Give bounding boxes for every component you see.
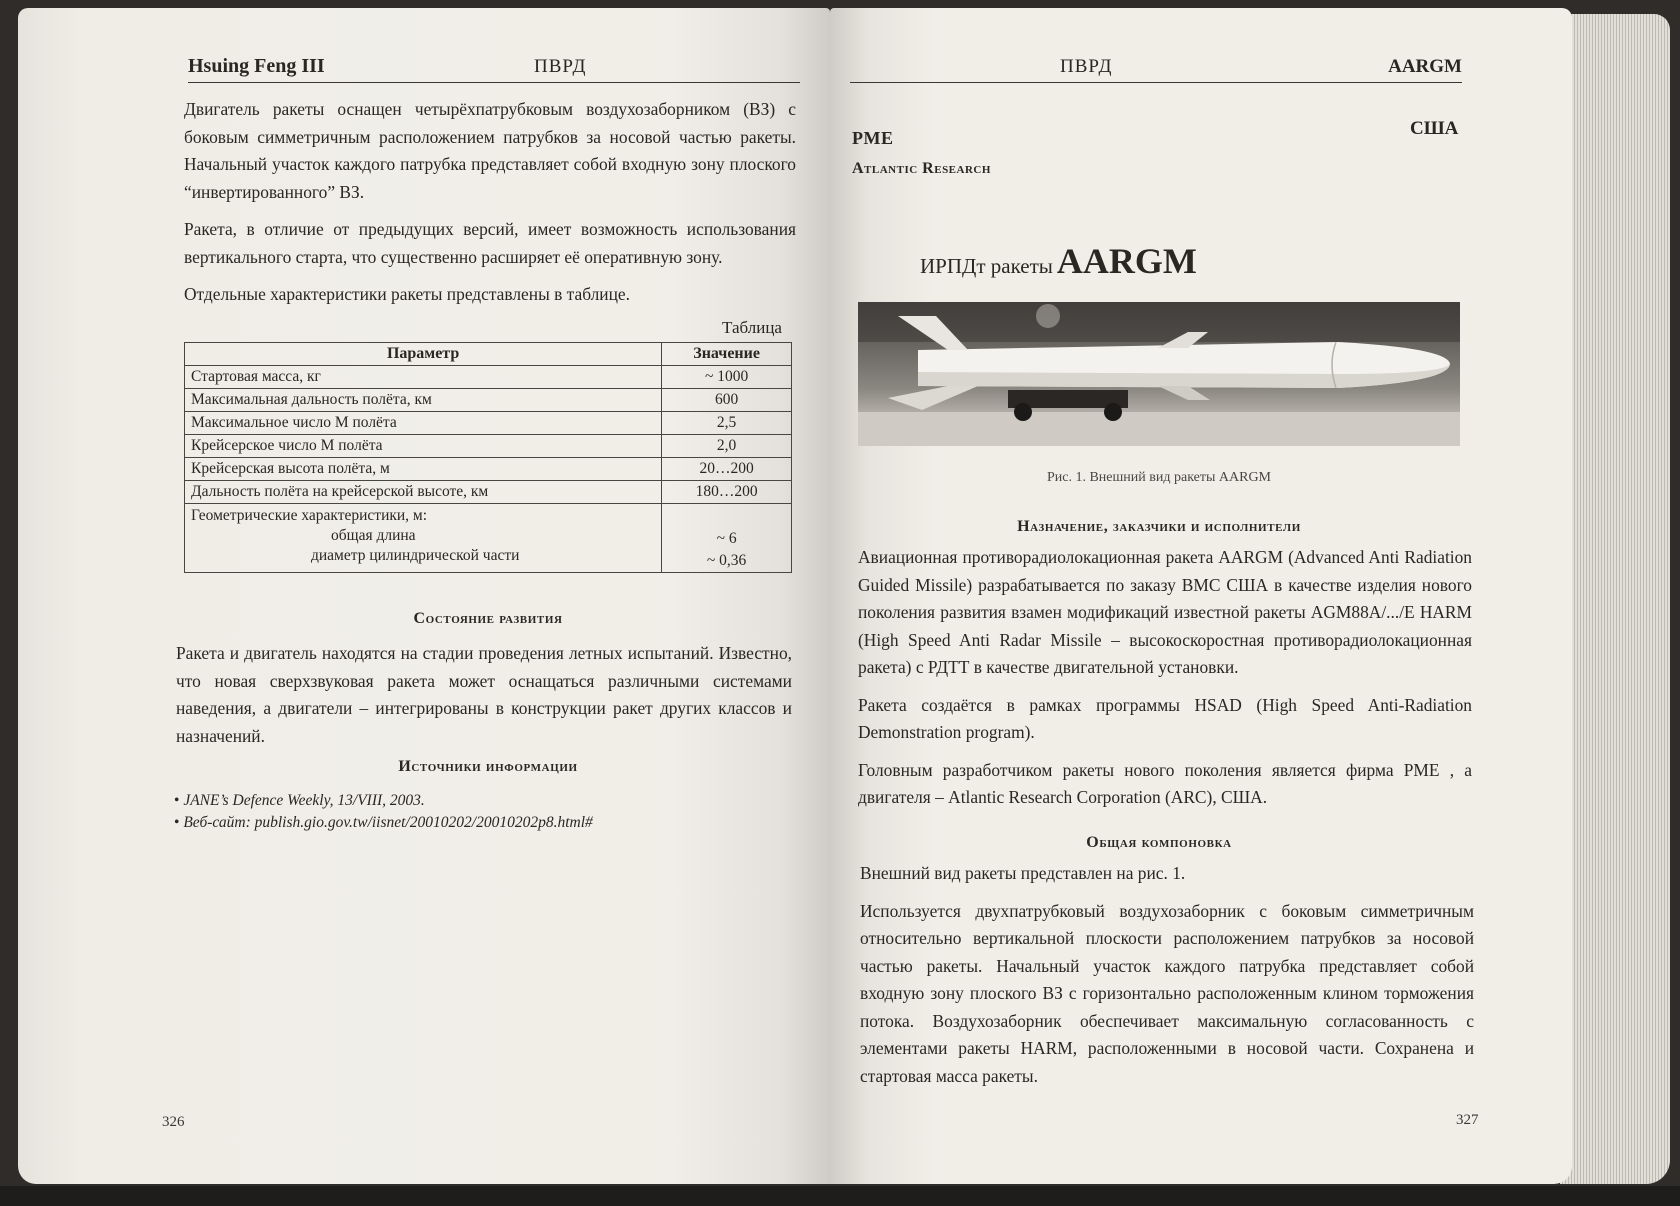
table-header-parameter: Параметр: [185, 343, 662, 366]
geometry-length-label: общая длина: [331, 527, 416, 544]
table-cell-value: 20…200: [662, 458, 792, 481]
source-item: • Веб-сайт: publish.gio.gov.tw/iisnet/20010202/20010202p8.html#: [174, 812, 794, 834]
title-main: AARGM: [1056, 241, 1197, 281]
geometry-diameter-label: диаметр цилиндрической части: [311, 547, 520, 564]
org-pme: PME: [852, 128, 894, 148]
sources-list: [174, 790, 794, 834]
left-header-center: ПВРД: [534, 56, 587, 77]
table-row: [185, 366, 792, 389]
country: США: [1410, 118, 1459, 139]
left-page-number: 326: [162, 1114, 185, 1130]
geometry-diameter-value: ~ 0,36: [706, 552, 747, 569]
right-paragraph: Внешний вид ракеты представлен на рис. 1.: [860, 863, 1186, 883]
table-cell-value: 600: [662, 389, 792, 412]
table-cell-value: 2,5: [662, 412, 792, 435]
table-header-row: [185, 343, 792, 366]
geometry-label: Геометрические характеристики, м:: [191, 507, 428, 524]
parameters-table: [184, 342, 792, 573]
missile-illustration: [858, 302, 1460, 446]
table-caption: Таблица: [722, 318, 782, 337]
table-cell-geometry: [185, 504, 662, 573]
sources-heading: Источники информации: [398, 758, 578, 775]
layout-text: [860, 860, 1474, 1100]
table-row: [185, 458, 792, 481]
left-paragraph: Ракета, в отличие от предыдущих версий, имеет возможность использования вертикального старта, что существенно расширяет её оперативную зону.: [184, 219, 796, 267]
purpose-heading: Назначение, заказчики и исполнители: [1017, 518, 1301, 535]
right-page-number: 327: [1456, 1112, 1479, 1128]
left-running-head: [188, 48, 800, 83]
table-cell-parameter: Крейсерская высота полёта, м: [185, 458, 662, 481]
status-heading: Состояние развития: [413, 610, 563, 627]
figure-caption: Рис. 1. Внешний вид ракеты AARGM: [1046, 470, 1272, 485]
missile-photo: [858, 302, 1460, 446]
status-text: Ракета и двигатель находятся на стадии проведения летных испытаний. Известно, что новая сверхзвуковая ракета может оснащаться различными системами наведения, а двигатели – интегрированы в конструкции ракет других классов и назначений.: [176, 643, 792, 746]
right-running-head: [850, 48, 1462, 83]
table-cell-parameter: Максимальное число М полёта: [185, 412, 662, 435]
right-paragraph: Используется двухпатрубковый воздухозаборник с боковым симметричным относительно вертикальной плоскости расположением патрубков за носовой частью ракеты. Начальный участок каждого патрубка представляет собой входную зону плоского ВЗ с горизонтально расположенным клином торможения потока. Воздухозаборник обеспечивает максимальную согласованность с элементами ракеты HARM, расположенными в носовой части. Сохранена и стартовая масса ракеты.: [860, 900, 1474, 1086]
org-atlantic-research: Atlantic Research: [852, 160, 991, 177]
article-title: [920, 240, 1197, 282]
book-shadow: [0, 1186, 1680, 1206]
table-cell-parameter: Крейсерское число М полёта: [185, 435, 662, 458]
right-paragraph: Авиационная противорадиолокационная ракета AARGM (Advanced Anti Radiation Guided Missile) разрабатывается по заказу ВМС США в качестве изделия нового поколения развития взамен модификаций известной ракеты AGM88A/.../E HARM (High Speed Anti Radar Missile – высокоскоростная противорадиолокационная ракета) с РДТТ в качестве двигательной установки.: [858, 547, 1472, 677]
table-row: [185, 389, 792, 412]
left-header-title: Hsuing Feng III: [188, 55, 325, 77]
source-item: • JANE’s Defence Weekly, 13/VIII, 2003.: [174, 790, 794, 812]
left-intro-text: [184, 96, 796, 319]
right-paragraph: Головным разработчиком ракеты нового поколения является фирма PME , а двигателя – Atlantic Research Corporation (ARC), США.: [858, 759, 1472, 807]
table-cell-parameter: Дальность полёта на крейсерской высоте, км: [185, 481, 662, 504]
table-row: [185, 412, 792, 435]
geometry-length-value: ~ 6: [716, 530, 737, 547]
right-paragraph: Ракета создаётся в рамках программы HSAD (High Speed Anti-Radiation Demonstration program).: [858, 694, 1472, 742]
table-header-value: Значение: [662, 343, 792, 366]
table-row: [185, 481, 792, 504]
left-paragraph: Отдельные характеристики ракеты представлены в таблице.: [184, 284, 630, 304]
layout-heading: Общая компоновка: [1086, 834, 1232, 851]
title-prefix: ИРПДт ракеты: [920, 254, 1053, 278]
purpose-text: [858, 544, 1472, 822]
right-header-center: ПВРД: [1060, 56, 1113, 77]
left-paragraph: Двигатель ракеты оснащен четырёхпатрубковым воздухозаборником (ВЗ) с боковым симметричным расположением патрубков за носовой частью ракеты. Начальный участок каждого патрубка представляет собой входную зону плоского “инвертированного” ВЗ.: [184, 99, 796, 202]
table-cell-parameter: Максимальная дальность полёта, км: [185, 389, 662, 412]
table-cell-value: 180…200: [662, 481, 792, 504]
table-cell-value: 2,0: [662, 435, 792, 458]
table-row-geometry: [185, 504, 792, 573]
page-edges: [1560, 14, 1670, 1184]
table-row: [185, 435, 792, 458]
table-cell-geometry-values: [662, 504, 792, 573]
table-cell-parameter: Стартовая масса, кг: [185, 366, 662, 389]
right-header-title: AARGM: [1388, 56, 1462, 77]
table-cell-value: ~ 1000: [662, 366, 792, 389]
